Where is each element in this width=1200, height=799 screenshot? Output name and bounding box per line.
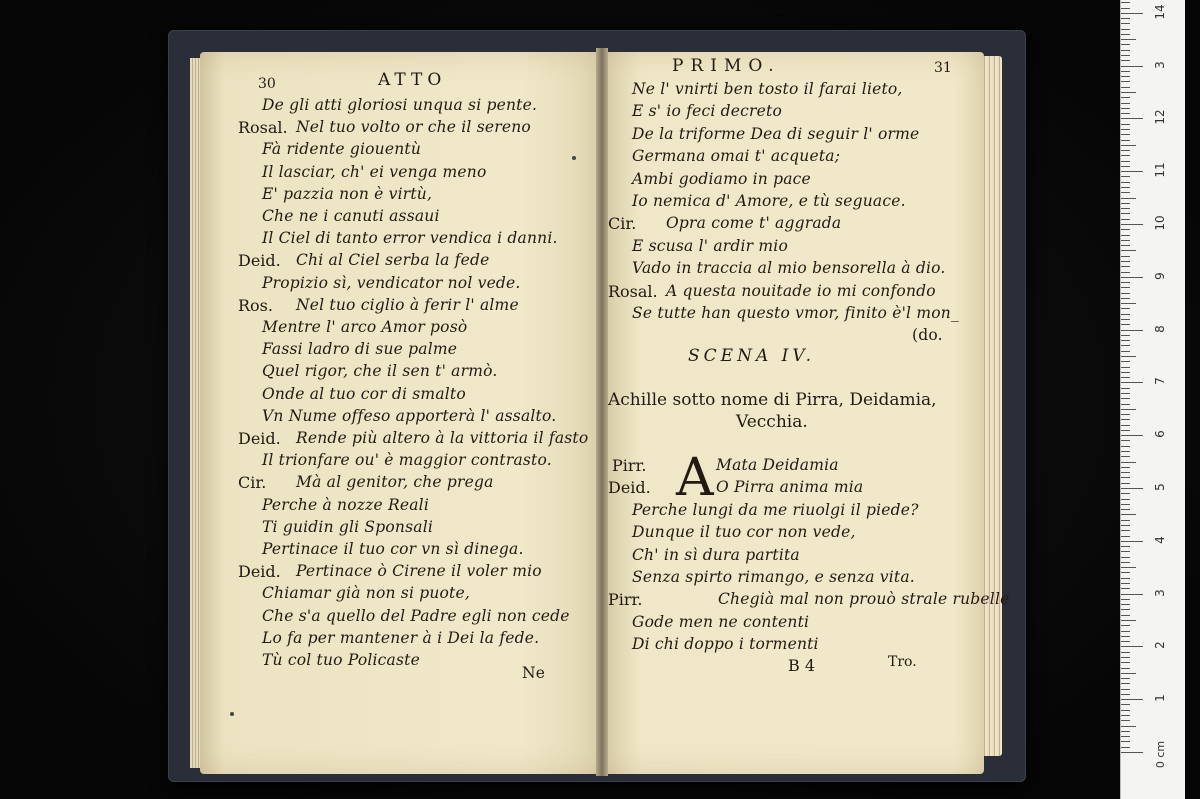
ruler-tick xyxy=(1121,710,1130,711)
ruler-tick xyxy=(1121,18,1130,19)
ruler-tick xyxy=(1121,245,1130,246)
ruler-tick xyxy=(1121,367,1130,368)
ruler-tick xyxy=(1121,229,1130,230)
ruler-tick xyxy=(1121,203,1130,204)
ruler-tick xyxy=(1121,213,1130,214)
verse-line: Fà ridente giouentù xyxy=(262,140,422,159)
ruler-tick xyxy=(1121,620,1136,621)
verse-line: De gli atti gloriosi unqua si pente. xyxy=(262,96,538,114)
ruler-tick xyxy=(1121,752,1143,753)
ruler-tick xyxy=(1121,324,1130,325)
ruler-tick xyxy=(1121,646,1143,647)
verse-line: Germana omai t' acqueta; xyxy=(632,147,841,166)
ruler-tick xyxy=(1121,261,1130,262)
verse-line: Fassi ladro di sue palme xyxy=(262,340,458,359)
ruler-tick xyxy=(1121,372,1130,373)
ruler-tick xyxy=(1121,340,1130,341)
verse-line: De la triforme Dea di seguir l' orme xyxy=(632,124,920,143)
ruler-tick xyxy=(1121,198,1136,199)
ruler-tick xyxy=(1121,240,1130,241)
verse-line: E' pazzia non è virtù, xyxy=(262,184,433,203)
verse-line: Chiamar già non si puote, xyxy=(262,584,470,603)
verse-line: Onde al tuo cor di smalto xyxy=(262,384,466,403)
ruler-tick xyxy=(1121,187,1130,188)
right-page-edges xyxy=(982,56,1002,756)
ruler-tick xyxy=(1121,704,1130,705)
ruler-tick xyxy=(1121,657,1130,658)
ruler-tick xyxy=(1121,29,1130,30)
speaker-label: Cir. xyxy=(608,214,637,234)
verse-line: Tù col tuo Policaste xyxy=(262,651,420,669)
ruler-tick xyxy=(1121,720,1130,721)
ruler-tick xyxy=(1121,113,1130,114)
verse-line: Pertinace il tuo cor vn sì dinega. xyxy=(262,540,524,558)
verse-line: Vn Nume offeso apporterà l' assalto. xyxy=(262,406,557,425)
speaker-label: Ros. xyxy=(238,295,273,315)
verse-line: Chi al Ciel serba la fede xyxy=(296,251,490,270)
ruler-tick xyxy=(1121,736,1130,737)
ruler-tick xyxy=(1121,345,1130,346)
signature-mark: B 4 xyxy=(788,656,816,675)
ruler-tick xyxy=(1121,319,1130,320)
ruler-tick xyxy=(1121,192,1130,193)
ruler-tick xyxy=(1121,92,1136,93)
ruler-tick xyxy=(1121,277,1143,278)
ruler-tick xyxy=(1121,572,1130,573)
ruler-tick xyxy=(1121,398,1130,399)
ruler-tick xyxy=(1121,97,1130,98)
ruler-tick xyxy=(1121,108,1130,109)
ruler-tick xyxy=(1121,161,1130,162)
ruler-tick xyxy=(1121,604,1130,605)
ruler-tick xyxy=(1121,715,1130,716)
ruler-tick xyxy=(1121,293,1130,294)
ruler-tick xyxy=(1121,446,1130,447)
verse-line: Il lasciar, ch' ei venga meno xyxy=(262,162,487,181)
ruler-tick xyxy=(1121,451,1130,452)
verse-line: Mentre l' arco Amor posò xyxy=(262,318,468,336)
right-page-number: 31 xyxy=(934,60,952,76)
right-catchword: Tro. xyxy=(888,654,917,670)
verse-line: Nel tuo ciglio à ferir l' alme xyxy=(296,295,519,314)
verse-line: E scusa l' ardir mio xyxy=(632,236,788,255)
ruler-tick xyxy=(1121,308,1130,309)
ruler-tick xyxy=(1121,514,1136,515)
ruler-tick xyxy=(1121,60,1130,61)
speaker-label: Cir. xyxy=(238,473,267,493)
ruler-tick xyxy=(1121,483,1130,484)
ruler-tick xyxy=(1121,118,1143,119)
ruler-number: 6 xyxy=(1153,430,1167,439)
ruler-tick xyxy=(1121,456,1130,457)
ruler-tick xyxy=(1121,636,1130,637)
ruler-tick xyxy=(1121,641,1130,642)
ruler-tick xyxy=(1121,388,1130,389)
ruler-tick xyxy=(1121,155,1130,156)
ruler-tick xyxy=(1121,166,1130,167)
verse-line: Senza spirto rimango, e senza vita. xyxy=(632,568,915,586)
ruler-tick xyxy=(1121,477,1130,478)
ruler-tick xyxy=(1121,250,1136,251)
ruler-tick xyxy=(1121,182,1130,183)
ruler-number: 4 xyxy=(1153,535,1167,544)
ruler-tick xyxy=(1121,314,1130,315)
ruler-number: 2 xyxy=(1153,641,1167,650)
verse-line: Quel rigor, che il sen t' armò. xyxy=(262,362,498,381)
verse-line: O Pirra anima mia xyxy=(716,478,864,497)
speaker-label: Deid. xyxy=(608,478,651,498)
ruler-tick xyxy=(1121,694,1130,695)
ruler-tick xyxy=(1121,599,1130,600)
ruler-tick xyxy=(1121,351,1130,352)
verse-line: E s' io feci decreto xyxy=(632,102,782,121)
speaker-label: Deid. xyxy=(238,429,281,448)
ruler-tick xyxy=(1121,66,1143,67)
verse-line: Pertinace ò Cirene il voler mio xyxy=(296,562,542,581)
verse-line: (do. xyxy=(912,326,943,344)
verse-line: Propizio sì, vendicator nol vede. xyxy=(262,273,521,292)
ruler-tick xyxy=(1121,330,1143,331)
ruler-tick xyxy=(1121,652,1130,653)
ruler-tick xyxy=(1121,467,1130,468)
ruler-tick xyxy=(1121,409,1136,410)
left-page-number: 30 xyxy=(258,76,276,92)
verse-line: Perche lungi da me riuolgi il piede? xyxy=(632,500,919,519)
ruler-tick xyxy=(1121,414,1130,415)
ruler-tick xyxy=(1121,393,1130,394)
ruler-tick xyxy=(1121,55,1130,56)
ruler-tick xyxy=(1121,662,1130,663)
ruler-tick xyxy=(1121,356,1136,357)
ruler-number: 7 xyxy=(1153,377,1167,386)
verse-line: Lo fa per mantener à i Dei la fede. xyxy=(262,628,540,647)
ruler-tick xyxy=(1121,71,1130,72)
speaker-label: Pirr. xyxy=(608,590,643,610)
ruler-tick xyxy=(1121,551,1130,552)
ruler-tick xyxy=(1121,76,1130,77)
ruler-tick xyxy=(1121,435,1143,436)
ruler-tick xyxy=(1121,361,1130,362)
ruler-tick xyxy=(1121,34,1130,35)
left-catchword: Ne xyxy=(522,664,546,682)
verse-line: Ambi godiamo in pace xyxy=(632,169,811,188)
verse-line: Perche à nozze Reali xyxy=(262,495,429,514)
verse-line: Chegià mal non prouò strale rubelle xyxy=(718,590,1010,609)
ruler-number: 11 xyxy=(1153,162,1167,178)
ruler-tick xyxy=(1121,625,1130,626)
ruler-tick xyxy=(1121,588,1130,589)
verse-line: Che s'a quello del Padre egli non cede xyxy=(262,606,570,625)
ruler-tick xyxy=(1121,176,1130,177)
ruler-tick xyxy=(1121,44,1130,45)
ruler-tick xyxy=(1121,287,1130,288)
verse-line: Opra come t' aggrada xyxy=(666,214,842,233)
ruler-tick xyxy=(1121,208,1130,209)
ink-spot xyxy=(230,712,234,716)
ruler-tick xyxy=(1121,683,1130,684)
speaker-label: Pirr. xyxy=(612,456,647,475)
ruler-number: 3 xyxy=(1153,60,1167,69)
scene-cast-line-1: Achille sotto nome di Pirra, Deidamia, xyxy=(608,390,937,410)
verse-line: Mà al genitor, che prega xyxy=(296,473,494,492)
ruler-tick xyxy=(1121,39,1136,40)
ruler-tick xyxy=(1121,504,1130,505)
ruler-tick xyxy=(1121,13,1143,14)
verse-line: Nel tuo volto or che il sereno xyxy=(296,118,531,137)
ruler-tick xyxy=(1121,124,1130,125)
ruler-tick xyxy=(1121,335,1130,336)
ruler-tick xyxy=(1121,419,1130,420)
verse-line: Mata Deidamia xyxy=(716,456,839,474)
ruler-tick xyxy=(1121,731,1130,732)
verse-line: Il Ciel di tanto error vendica i danni. xyxy=(262,229,558,248)
ruler-tick xyxy=(1121,440,1130,441)
ruler-tick xyxy=(1121,87,1130,88)
ruler-tick xyxy=(1121,631,1130,632)
ruler-tick xyxy=(1121,699,1143,700)
speaker-label: Rosal. xyxy=(608,281,658,301)
ruler-tick xyxy=(1121,2,1130,3)
verse-line: Di chi doppo i tormenti xyxy=(632,635,819,654)
ruler-tick xyxy=(1121,50,1130,51)
verse-line: Rende più altero à la vittoria il fasto xyxy=(296,429,589,447)
verse-line: Vado in traccia al mio bensorella à dio. xyxy=(632,259,946,278)
ruler-tick xyxy=(1121,493,1130,494)
ruler-number: 10 xyxy=(1153,215,1167,231)
ruler-tick xyxy=(1121,562,1130,563)
ruler-tick xyxy=(1121,726,1136,727)
ruler-number: 12 xyxy=(1153,109,1167,126)
ruler-tick xyxy=(1121,219,1130,220)
verse-line: Ch' in sì dura partita xyxy=(632,545,800,564)
ruler-number: 9 xyxy=(1153,271,1167,280)
verse-line: Ne l' vnirti ben tosto il farai lieto, xyxy=(632,80,903,98)
ruler-number: 14 xyxy=(1153,4,1167,20)
ruler-tick xyxy=(1121,594,1143,595)
ruler-tick xyxy=(1121,404,1130,405)
ruler-tick xyxy=(1121,499,1130,500)
ruler-tick xyxy=(1121,430,1130,431)
ruler-tick xyxy=(1121,509,1130,510)
ruler-tick xyxy=(1121,134,1130,135)
ruler-tick xyxy=(1121,129,1130,130)
ruler-number: 3 xyxy=(1153,588,1167,597)
verse-line: A questa nouitade io mi confondo xyxy=(666,281,936,300)
ruler-tick xyxy=(1121,472,1130,473)
ruler-tick xyxy=(1121,747,1130,748)
verse-line: Gode men ne contenti xyxy=(632,612,810,631)
ruler-tick xyxy=(1121,546,1130,547)
scene-heading: SCENA IV. xyxy=(688,346,816,366)
ruler-tick xyxy=(1121,673,1136,674)
ruler-tick xyxy=(1121,171,1143,172)
ruler-tick xyxy=(1121,583,1130,584)
ruler-tick xyxy=(1121,525,1130,526)
ruler-tick xyxy=(1121,303,1136,304)
verse-line: Il trionfare ou' è maggior contrasto. xyxy=(262,451,552,470)
ruler-tick xyxy=(1121,382,1143,383)
verse-line: Che ne i canuti assaui xyxy=(262,207,440,225)
ruler-tick xyxy=(1121,615,1130,616)
verse-line: Io nemica d' Amore, e tù seguace. xyxy=(632,192,906,210)
speaker-label: Deid. xyxy=(238,251,281,271)
ruler-tick xyxy=(1121,266,1130,267)
ruler-tick xyxy=(1121,282,1130,283)
measurement-ruler xyxy=(1120,0,1185,799)
ruler-number: 5 xyxy=(1153,483,1167,491)
ruler-unit-label: 0 cm xyxy=(1154,740,1168,769)
ruler-tick xyxy=(1121,578,1130,579)
ruler-tick xyxy=(1121,140,1130,141)
ruler-tick xyxy=(1121,23,1130,24)
ruler-tick xyxy=(1121,298,1130,299)
ruler-tick xyxy=(1121,567,1136,568)
right-running-head: PRIMO. xyxy=(672,56,781,76)
scene-cast-line-2: Vecchia. xyxy=(736,412,808,432)
ruler-tick xyxy=(1121,377,1130,378)
ink-spot xyxy=(572,156,576,160)
ruler-tick xyxy=(1121,462,1136,463)
speaker-label: Deid. xyxy=(238,562,281,582)
ruler-tick xyxy=(1121,536,1130,537)
ruler-tick xyxy=(1121,557,1130,558)
ruler-tick xyxy=(1121,689,1130,690)
ruler-tick xyxy=(1121,272,1130,273)
verse-line: Dunque il tuo cor non vede, xyxy=(632,523,856,542)
book-gutter xyxy=(596,48,608,776)
ruler-tick xyxy=(1121,81,1130,82)
speaker-label: Rosal. xyxy=(238,118,288,138)
drop-cap: A xyxy=(676,448,714,508)
ruler-tick xyxy=(1121,256,1130,257)
ruler-tick xyxy=(1121,668,1130,669)
ruler-tick xyxy=(1121,741,1130,742)
ruler-tick xyxy=(1121,520,1130,521)
verse-line: Ti guidin gli Sponsali xyxy=(262,517,434,536)
ruler-tick xyxy=(1121,103,1130,104)
ruler-tick xyxy=(1121,609,1130,610)
ruler-tick xyxy=(1121,425,1130,426)
ruler-tick xyxy=(1121,235,1130,236)
ruler-tick xyxy=(1121,145,1136,146)
ruler-number: 1 xyxy=(1153,694,1167,703)
ruler-tick xyxy=(1121,488,1143,489)
ruler-tick xyxy=(1121,541,1143,542)
ruler-number: 8 xyxy=(1153,324,1167,333)
ruler-tick xyxy=(1121,530,1130,531)
ruler-tick xyxy=(1121,8,1130,9)
ruler-tick xyxy=(1121,678,1130,679)
ruler-tick xyxy=(1121,224,1143,225)
verse-line: Se tutte han questo vmor, finito è'l mon_ xyxy=(632,304,959,322)
ruler-tick xyxy=(1121,150,1130,151)
left-running-head: ATTO xyxy=(378,70,447,90)
